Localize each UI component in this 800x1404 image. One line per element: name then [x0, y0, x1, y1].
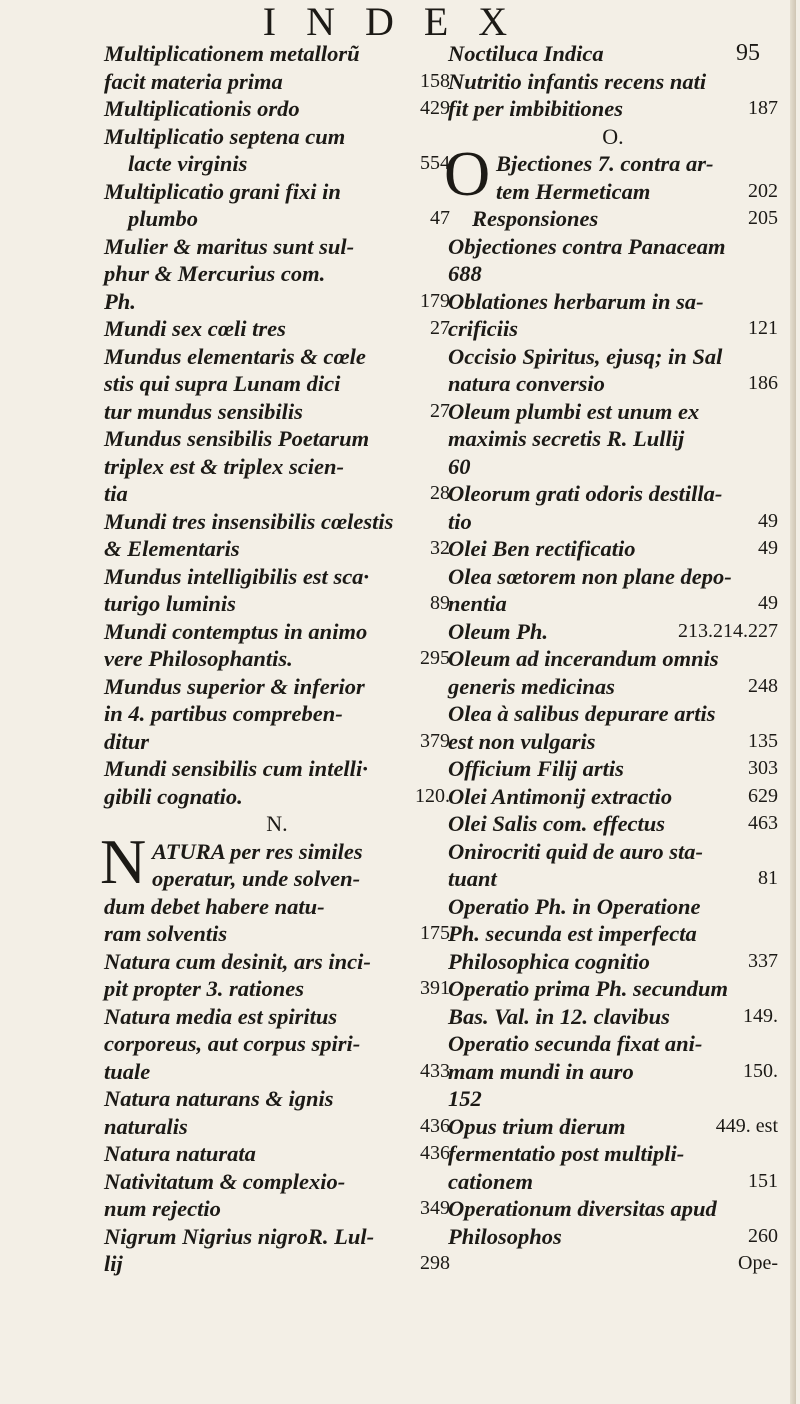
- index-entry: [448, 425, 778, 453]
- entry-text: tem Hermeticam: [496, 178, 651, 204]
- entry-text: gibili cognatio.: [104, 783, 243, 809]
- entry-text: Olei Salis com. effectus: [448, 811, 666, 836]
- entry-text: O.: [602, 123, 624, 149]
- index-entry: [104, 1003, 450, 1031]
- index-entry: [104, 1223, 450, 1251]
- page-reference: 81: [758, 867, 778, 889]
- page-reference: 303: [748, 757, 778, 779]
- entry-text: Oleum plumbi est unum ex: [448, 398, 700, 424]
- index-entry: [104, 645, 450, 673]
- index-entry: [104, 1168, 450, 1196]
- index-entry: [104, 1058, 450, 1086]
- index-entry: [448, 1113, 778, 1141]
- entry-text: tia: [104, 481, 128, 506]
- index-entry: [448, 590, 778, 618]
- index-entry: [448, 1223, 778, 1251]
- index-entry: [104, 783, 450, 811]
- index-entry: [104, 535, 450, 563]
- index-entry: [448, 810, 778, 838]
- entry-text: Philosophica cognitio: [448, 948, 650, 974]
- index-entry: [448, 645, 778, 673]
- index-entry: [448, 783, 778, 811]
- index-entry: [448, 453, 778, 481]
- index-entry: [104, 673, 450, 701]
- index-entry: [448, 1250, 778, 1278]
- index-entry: [448, 260, 778, 288]
- entry-text: Olei Antimonij extractio: [448, 783, 673, 809]
- entry-text: corporeus, aut corpus spiri-: [104, 1031, 361, 1056]
- index-entry: [448, 1140, 778, 1168]
- index-entry: [104, 755, 450, 783]
- page-reference: Ope-: [738, 1252, 778, 1274]
- index-entry: [104, 700, 450, 728]
- index-entry: [104, 68, 450, 96]
- index-entry: [448, 95, 778, 123]
- page-reference: 436: [420, 1114, 450, 1137]
- entry-text: Oleorum grati odoris destilla-: [448, 481, 723, 506]
- entry-text: natura conversio: [448, 371, 605, 396]
- section-heading: [448, 123, 778, 151]
- entry-text: Noctiluca Indica: [448, 41, 604, 66]
- entry-text: Ph. secunda est imperfecta: [448, 921, 697, 946]
- entry-text: nentia: [448, 591, 507, 616]
- page-reference: 158: [420, 69, 450, 92]
- page-reference: 391: [420, 977, 450, 999]
- entry-text: tuant: [448, 866, 497, 891]
- page-reference: 337: [748, 949, 778, 972]
- entry-text: Nativitatum & complexio-: [104, 1168, 346, 1194]
- index-entry: [104, 728, 450, 756]
- index-entry: [104, 453, 450, 481]
- index-entry: [448, 233, 778, 261]
- entry-text: fit per imbibitiones: [448, 96, 624, 121]
- index-entry: [104, 1140, 450, 1168]
- index-entry: [448, 948, 778, 976]
- page-reference: 32: [430, 537, 450, 559]
- entry-text: Bjectiones 7. contra ar-: [496, 151, 714, 176]
- index-entry: [448, 563, 778, 591]
- entry-text: est non vulgaris: [448, 728, 596, 754]
- entry-text: ditur: [104, 728, 150, 754]
- page-reference: 449. est: [715, 1114, 778, 1137]
- entry-text: fermentatio post multipli-: [448, 1141, 685, 1166]
- index-entry: [448, 343, 778, 371]
- page-reference: 186: [748, 372, 778, 394]
- index-entry: [448, 1085, 778, 1113]
- entry-text: tio: [448, 508, 472, 534]
- index-entry: [448, 398, 778, 426]
- index-entry: [448, 755, 778, 783]
- index-entry: [448, 728, 778, 756]
- entry-text: Bas. Val. in 12. clavibus: [448, 1003, 670, 1029]
- entry-text: Responsiones: [472, 206, 599, 231]
- entry-text: & Elementaris: [104, 536, 240, 561]
- page-reference: 49: [758, 592, 778, 614]
- index-entry: [104, 40, 450, 68]
- entry-text: generis medicinas: [448, 673, 615, 699]
- index-entry: [448, 315, 778, 343]
- page-reference: 49: [758, 509, 778, 532]
- entry-text: Mundus sensibilis Poetarum: [104, 426, 370, 451]
- entry-text: operatur, unde solven-: [152, 866, 361, 891]
- page-reference: 149.: [743, 1004, 778, 1027]
- entry-text: Olei Ben rectificatio: [448, 536, 636, 561]
- index-entry: [104, 233, 450, 261]
- entry-text: 152: [448, 1086, 482, 1111]
- page-reference: 205: [748, 207, 778, 229]
- page-reference: 150.: [743, 1059, 778, 1082]
- entry-text: Mundi sensibilis cum intelli·: [104, 756, 368, 781]
- page-reference: 436: [420, 1142, 450, 1164]
- right-column: [444, 40, 778, 1278]
- entry-text: plumbo: [128, 206, 199, 231]
- page-reference: 260: [748, 1224, 778, 1247]
- page-reference: 202: [748, 179, 778, 202]
- index-entry: [448, 480, 778, 508]
- entry-text: ATURA per res similes: [152, 838, 363, 864]
- index-entry: [104, 893, 450, 921]
- entry-text: Operatio secunda fixat ani-: [448, 1031, 703, 1056]
- index-entry: [104, 618, 450, 646]
- index-entry: [448, 893, 778, 921]
- index-entry: [104, 563, 450, 591]
- page-header: [0, 0, 800, 44]
- index-entry: [104, 288, 450, 316]
- page-reference: 135: [748, 729, 778, 752]
- entry-text: Multiplicationis ordo: [104, 96, 300, 121]
- entry-text: naturalis: [104, 1113, 188, 1139]
- page-reference: 28: [430, 482, 450, 504]
- left-column: [100, 40, 450, 1278]
- page-reference: 27: [430, 317, 450, 339]
- entry-text: Mulier & maritus sunt sul-: [104, 233, 355, 259]
- index-entry: [104, 948, 450, 976]
- entry-text: ram solventis: [104, 921, 228, 946]
- index-entry: [448, 1168, 778, 1196]
- entry-text: Mundi tres insensibilis cœlestis: [104, 508, 394, 534]
- index-entry: [104, 205, 450, 233]
- entry-text: Operatio prima Ph. secundum: [448, 976, 729, 1001]
- entry-text: Operatio Ph. in Operatione: [448, 893, 701, 919]
- index-entry: [448, 1195, 778, 1223]
- index-entry: [448, 535, 778, 563]
- entry-text: maximis secretis R. Lullij: [448, 426, 685, 451]
- page-reference: 121: [748, 317, 778, 339]
- index-entry: [104, 150, 450, 178]
- entry-text: Mundi sex cœli tres: [104, 316, 286, 341]
- entry-text: Philosophos: [448, 1223, 562, 1249]
- index-entry: [104, 480, 450, 508]
- entry-text: mam mundi in auro: [448, 1058, 634, 1084]
- entry-text: Oleum Ph.: [448, 618, 549, 644]
- page-reference: 629: [748, 784, 778, 807]
- index-entry: [104, 975, 450, 1003]
- entry-text: crificiis: [448, 316, 518, 341]
- index-entry: [448, 370, 778, 398]
- page-reference: 463: [748, 812, 778, 834]
- entry-text: Opus trium dierum: [448, 1113, 626, 1139]
- index-entry: [448, 618, 778, 646]
- entry-text: N.: [266, 811, 288, 836]
- entry-text: Occisio Spiritus, ejusq; in Sal: [448, 343, 723, 369]
- entry-text: triplex est & triplex scien-: [104, 453, 344, 479]
- index-entry: [104, 343, 450, 371]
- page-reference: 47: [430, 207, 450, 229]
- index-entry: [448, 288, 778, 316]
- page-reference: 379: [420, 729, 450, 752]
- index-entry: [104, 315, 450, 343]
- entry-text: Multiplicatio grani fixi in: [104, 178, 341, 204]
- entry-text: vere Philosophantis.: [104, 646, 293, 671]
- entry-text: Natura naturata: [104, 1141, 256, 1166]
- page-title: INDEX: [262, 0, 538, 44]
- index-entry: [104, 1085, 450, 1113]
- index-entry: [448, 178, 778, 206]
- index-entry: [448, 700, 778, 728]
- page-reference: 433: [420, 1059, 450, 1082]
- entry-text: Mundus superior & inferior: [104, 673, 365, 699]
- entry-text: Nigrum Nigrius nigroR. Lul-: [104, 1223, 375, 1249]
- entry-text: Onirocriti quid de auro sta-: [448, 838, 704, 864]
- entry-text: Objectiones contra Panaceam: [448, 233, 726, 259]
- entry-text: turigo luminis: [104, 591, 236, 616]
- entry-text: Natura naturans & ignis: [104, 1086, 334, 1111]
- entry-text: num rejectio: [104, 1196, 221, 1221]
- entry-text: Olea à salibus depurare artis: [448, 701, 716, 726]
- index-entry: [104, 920, 450, 948]
- index-entry: [104, 95, 450, 123]
- index-entry: [448, 838, 778, 866]
- page-reference: 187: [748, 97, 778, 119]
- entry-text: 60: [448, 453, 471, 479]
- drop-cap: N: [100, 825, 147, 897]
- page-reference: 429: [420, 97, 450, 119]
- entry-text: stis qui supra Lunam dici: [104, 371, 341, 396]
- page-reference: 175: [420, 922, 450, 944]
- index-entry: [104, 178, 450, 206]
- entry-text: Officium Filij artis: [448, 756, 624, 781]
- entry-text: dum debet habere natu-: [104, 893, 325, 919]
- index-entry: [104, 865, 450, 893]
- index-entry: [104, 260, 450, 288]
- page-reference: 179: [420, 289, 450, 312]
- entry-text: Nutritio infantis recens nati: [448, 68, 707, 94]
- entry-text: cationem: [448, 1168, 533, 1194]
- index-entry: [104, 123, 450, 151]
- index-entry: [104, 1030, 450, 1058]
- entry-text: tuale: [104, 1058, 151, 1084]
- page-reference: 554: [420, 152, 450, 174]
- page-reference: 248: [748, 674, 778, 697]
- index-entry: [448, 865, 778, 893]
- index-entry: [104, 1113, 450, 1141]
- entry-text: lij: [104, 1251, 123, 1276]
- page-reference: 295: [420, 647, 450, 669]
- index-entry: [104, 398, 450, 426]
- index-entry: [448, 40, 778, 68]
- entry-text: Natura cum desinit, ars inci-: [104, 948, 371, 974]
- index-entry: [448, 920, 778, 948]
- entry-text: phur & Mercurius com.: [104, 261, 326, 286]
- page-edge: [790, 0, 796, 1404]
- page-reference: 213.214.227: [678, 619, 778, 642]
- entry-text: tur mundus sensibilis: [104, 398, 303, 424]
- index-entry: [104, 1195, 450, 1223]
- page-reference: 89: [430, 592, 450, 614]
- entry-text: Oblationes herbarum in sa-: [448, 288, 704, 314]
- page-reference: 298: [420, 1252, 450, 1274]
- entry-text: Ph.: [104, 288, 136, 314]
- entry-text: Olea sœtorem non plane depo-: [448, 563, 732, 589]
- entry-text: pit propter 3. rationes: [104, 976, 305, 1001]
- index-entry: [448, 68, 778, 96]
- entry-text: 688: [448, 261, 482, 286]
- entry-text: Mundi contemptus in animo: [104, 618, 368, 644]
- entry-text: Multiplicationem metallorũ: [104, 41, 360, 66]
- entry-text: Operationum diversitas apud: [448, 1196, 717, 1221]
- index-entry: [448, 1003, 778, 1031]
- section-heading: [104, 810, 450, 838]
- entry-text: Oleum ad incerandum omnis: [448, 646, 719, 671]
- index-entry: [104, 1250, 450, 1278]
- index-entry: [448, 673, 778, 701]
- index-entry: [104, 590, 450, 618]
- page-reference: 120.: [415, 784, 450, 807]
- entry-text: Multiplicatio septena cum: [104, 123, 346, 149]
- index-entry: [448, 205, 778, 233]
- entry-text: in 4. partibus compreben-: [104, 701, 343, 726]
- entry-text: Natura media est spiritus: [104, 1003, 338, 1029]
- index-entry: [104, 425, 450, 453]
- page-reference: 49: [758, 537, 778, 559]
- index-entry: [448, 1030, 778, 1058]
- entry-text: facit materia prima: [104, 68, 283, 94]
- entry-text: lacte virginis: [128, 151, 248, 176]
- page-reference: 27: [430, 399, 450, 422]
- index-entry: [104, 370, 450, 398]
- page-number: 95: [736, 40, 760, 66]
- index-entry: [448, 975, 778, 1003]
- index-entry: [104, 508, 450, 536]
- page-reference: 151: [748, 1169, 778, 1192]
- entry-text: Mundus elementaris & cœle: [104, 343, 366, 369]
- index-entry: [448, 508, 778, 536]
- index-entry: [448, 1058, 778, 1086]
- drop-cap: O: [444, 138, 491, 209]
- page-reference: 349: [420, 1197, 450, 1219]
- entry-text: Mundus intelligibilis est sca·: [104, 563, 370, 589]
